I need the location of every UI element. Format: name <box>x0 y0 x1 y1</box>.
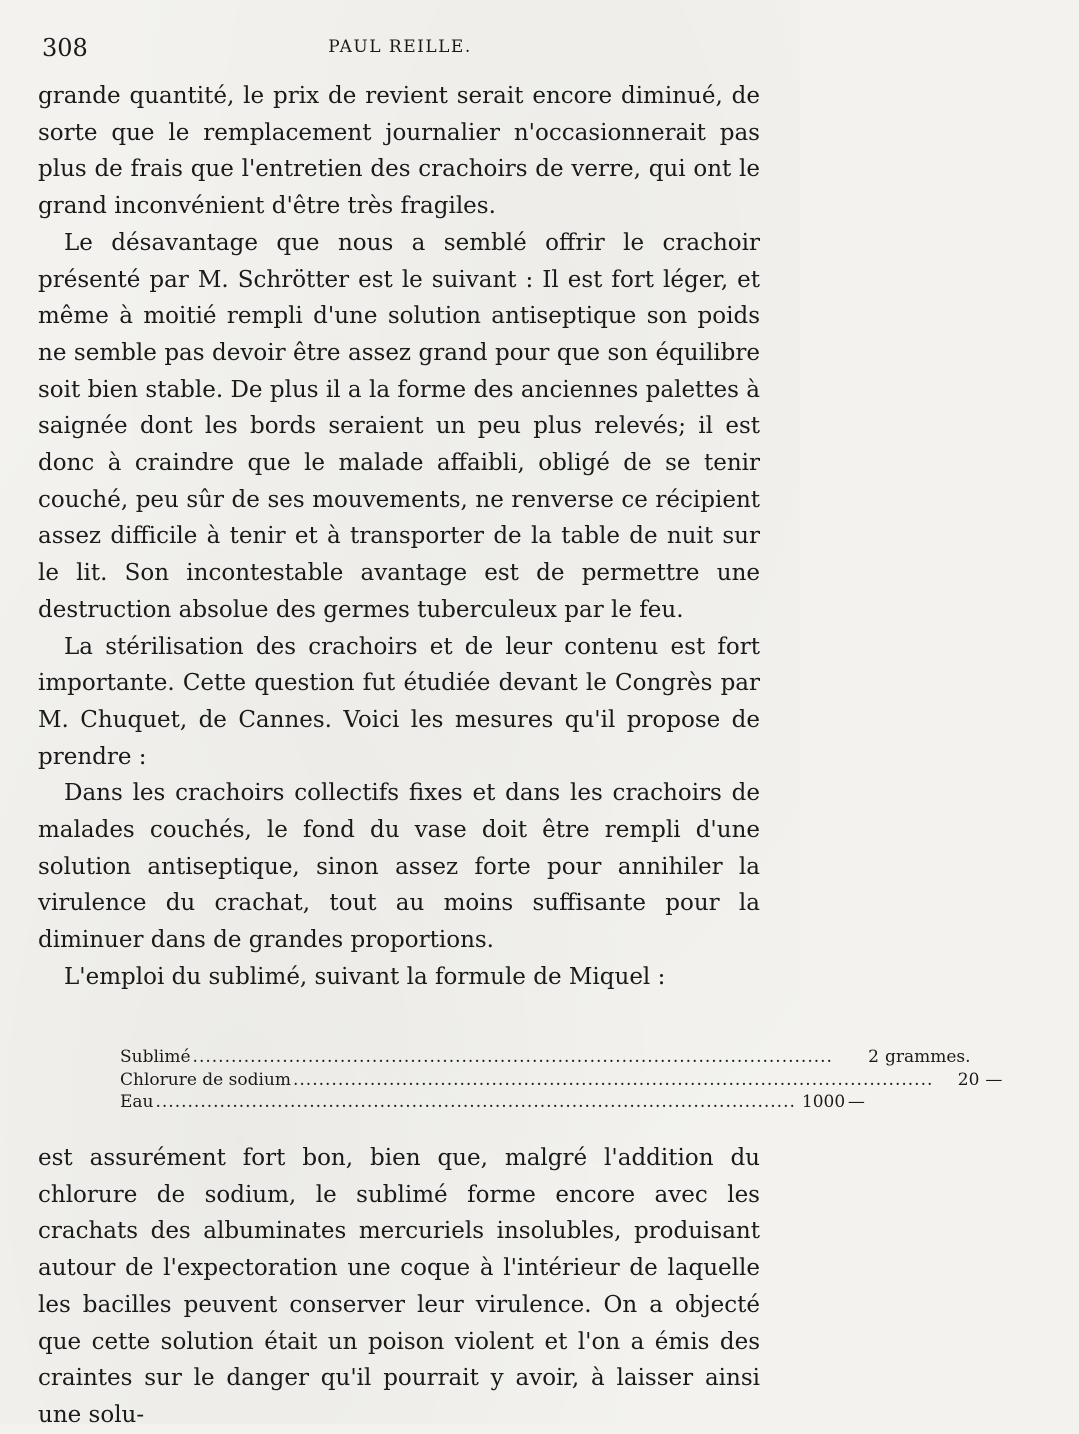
formula-ingredient: Chlorure de sodium <box>120 1069 291 1090</box>
running-head: PAUL REILLE. <box>328 37 472 57</box>
formula-ingredient: Eau <box>120 1092 154 1112</box>
formula-unit: — <box>985 1069 1003 1090</box>
formula-quantity <box>939 1069 1079 1092</box>
page-header <box>40 34 760 64</box>
paragraph-1: grande quantité, le prix de revient serait encore diminué, de sorte que le remplacement journalier n'occasionnerait pas plus de frais que l'entretien des crachoirs de verre, qui ont le grand inconvénient d'être très fragiles. <box>38 83 760 220</box>
formula-amount: 1000 <box>801 1092 846 1112</box>
formula-table <box>120 1046 1003 1114</box>
dot-leader: .................................................................................................... <box>293 1069 934 1090</box>
paragraph-6: est assurément fort bon, bien que, malgré l'addition du chlorure de sodium, le sublimé forme encore avec les crachats des albuminates mercuriels insolubles, produisant autour de l'expectoration une coque à l'intérieur de laquelle les bacilles peuvent conserver leur virulence. On a objecté que cette solution était un poison violent et l'on a émis des craintes sur le danger qu'il pourrait y avoir, à laisser ainsi une solu- <box>38 1145 760 1428</box>
dot-leader: .................................................................................................... <box>192 1047 833 1067</box>
formula-row <box>120 1069 1003 1092</box>
page-number: 308 <box>42 34 88 62</box>
formula-amount: 2 <box>868 1047 879 1067</box>
formula-amount: 20 <box>957 1069 980 1090</box>
formula-unit: — <box>847 1092 865 1112</box>
paragraph-4: Dans les crachoirs collectifs fixes et dans les crachoirs de malades couchés, le fond du vase doit être rempli d'une solution antiseptique, sinon assez forte pour annihiler la virulence du crachat, tout au moins suffisante pour la diminuer dans de grandes proportions. <box>38 780 760 954</box>
paragraph-2: Le désavantage que nous a semblé offrir le crachoir présenté par M. Schrötter est le suivant : Il est fort léger, et même à moitié rempli d'une solution antiseptique son poids ne semble pas devoir être assez grand pour que son équilibre soit bien stable. De plus il a la forme des anciennes palettes à saignée dont les bords seraient un peu plus relevés; il est donc à craindre que le malade affaibli, obligé de se tenir couché, peu sûr de ses mouvements, ne renverse ce récipient assez difficile à tenir et à transporter de la table de nuit sur le lit. Son incontestable avantage est de permettre une destruction absolue des germes tuberculeux par le feu. <box>38 229 760 623</box>
continuation-text <box>38 1140 760 1434</box>
formula-row <box>120 1091 865 1114</box>
dot-leader: .................................................................................................... <box>155 1092 796 1112</box>
main-text <box>38 78 760 996</box>
formula-quantity <box>839 1046 979 1069</box>
paragraph-5: L'emploi du sublimé, suivant la formule de Miquel : <box>64 963 666 990</box>
paragraph-3: La stérilisation des crachoirs et de leur contenu est fort importante. Cette question fut étudiée devant le Congrès par M. Chuquet, de Cannes. Voici les mesures qu'il propose de prendre : <box>38 633 760 770</box>
formula-unit: grammes. <box>884 1047 971 1067</box>
formula-ingredient: Sublimé <box>120 1047 191 1067</box>
formula-row <box>120 1046 971 1069</box>
formula-quantity <box>802 1091 942 1114</box>
